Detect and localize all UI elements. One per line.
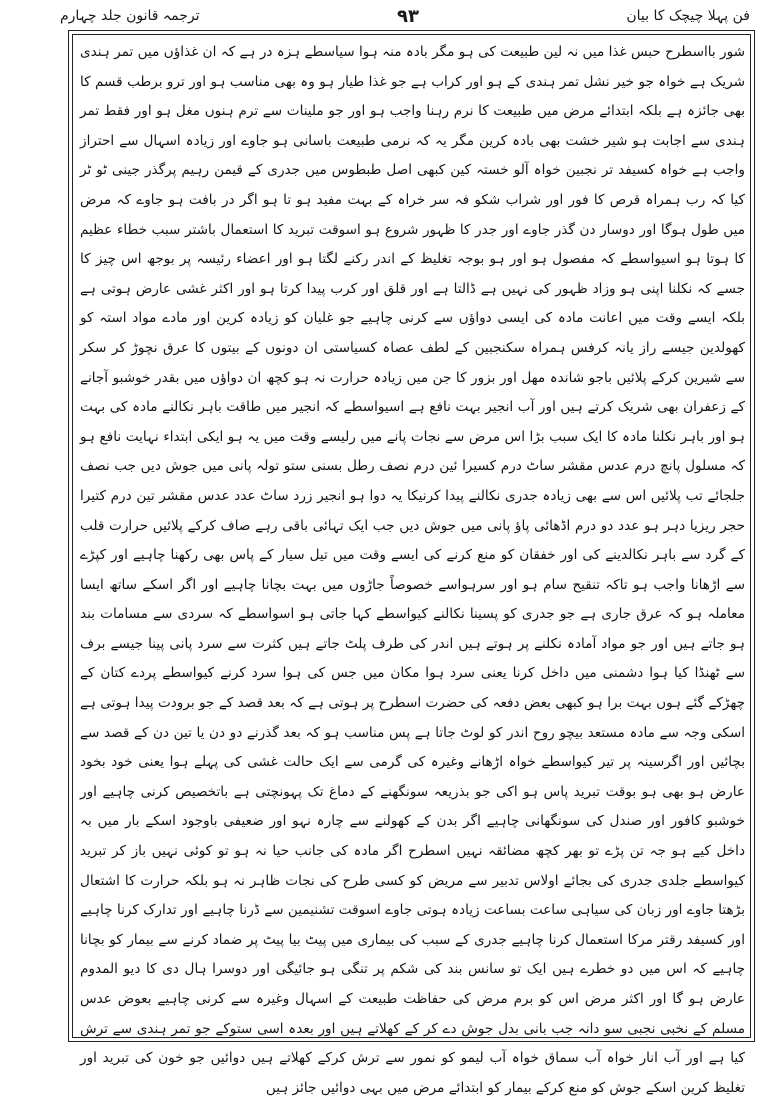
running-title-chapter: فن پہلا چیچک کا بیان bbox=[626, 8, 750, 24]
main-text-block bbox=[80, 38, 745, 1096]
page-header bbox=[60, 6, 750, 30]
page-number: ۹۳ bbox=[397, 6, 419, 27]
body-paragraph: شور بااسطرح حبس غذا میں نہ لین طبیعت کی ہو مگر بادہ منہ ہوا سیاسطے ہزہ در ہے کہ ان غذاؤں میں تمر ہندی شریک ہے خواہ جو خیر نشل تمر ہندی کے ہو اور کراب ہے جو غذا طیار ہو وہ بھی مناسب ہو اور ترو برطب قسم کا بھی جائزہ ہے بلکہ ابتدائے مرض میں طبیعت کا نرم رہنا واجب ہو اور جو ملینات سے ترم ہنوں مغل ہو اور فقط تمر ہندی سے اجابت ہو شیر خشت بھی بادہ کرین مگر یہ کہ نرمی طبیعت باسانی ہو جاوے اور زیادہ اسہال سے احتراز واجب ہے خواہ کسیفد تر نجبین خواہ آلو خستہ کین کبھی اصل طبطوس میں جدری کے قیمن رہیم پرگذر جینی ٹو ٹر کیا کہ رب ہمراہ قرص کا فور اور شراب شکو فہ سر خراہ کے بہت مفید ہو تا ہو اگر در بافت ہو جاوے کہ مرض میں طول ہوگا اور دوسار دن گذر جاوے اور جدر کا ظہور شروع ہو اسوقت تبرید کا استعمال باشتر سبب خطاء عظیم کا ہوتا ہو اسیواسطے کہ مفصول ہو اور ہو بوجہ تغلیظ کے اندر رکنے لگتا ہو اور اعضاء رئیسہ پر بوجھ اس چیز کا جسے کہ نکلنا اپنی ہو وزاد ظہور کی نہیں ہے ڈالتا ہے اور قلق اور کرب پیدا کرتا ہو اور اکثر غشی عارض ہوتی ہے بلکہ ایسے وقت میں اعانت مادہ کی ایسی دواؤں سے کرنی چاہیے جو غلیان کو زیادہ کرین اور مادے مواد استہ کو کھولدین جیسے راز یانہ کرفس ہمراہ سکنجبین کے لطف عصاہ کسیاستی ان دونوں کے بیتوں کا عرق نچوڑ کر سکر سے شیرین کرکے پلائیں باجو شاندہ مھل اور بزور کا جن میں زیادہ حرارت نہ ہو کچھ ان دواؤں میں بقدر خوشبو آجانے کے زعفران بھی شریک کرتے ہیں اور آب انجیر بہت نافع ہے اسیواسطے کہ انجیر میں طاقت باہر نکالنے مادہ کی بہت ہو اور باہر نکلنا مادہ کا ایک سبب بڑا اس مرض سے نجات پانے میں رلیسے وقت میں یہ ہو ایکی ابتداء نہایت نافع ہو کہ مسلول پانچ درم عدس مقشر ساٹ درم کسیرا ئین درم نصف رطل بسنی ستو تولہ پانی میں جوش دیں جب نصف جلجائے تب پلائیں اس سے بھی زیادہ جدری نکالنے پیدا کرنیکا یہ دوا ہو انجیر زرد ساٹ عدد عدس مقشر تین درم کتیرا حجر ریزیا دہر ہو عدد دو درم اڈھائی پاؤ پانی میں جوش دیں جب ایک تہائی باقی رہے صاف کرکے پلائیں حرارت قلب کے گرد سے باہر نکالدینے کی اور خفقان کو منع کرنے کی ایسے وقت میں تیل سیار کے پاس بھی رکھنا چاہیے اور کپڑے سے اڑھانا واجب ہو تاکہ تنقیح سام ہو اور سرہواسے خصوصاً جاڑوں میں بہت بچانا چاہیے اور اگر اسکے ساتھ ایسا معاملہ ہو کہ عرق جاری ہے جو جدری کو پسینا نکالنے کیواسطے کہا جاتی ہو اسواسطے کہ سردی سے مسامات بند ہو جاتے ہیں اور جو مواد آمادہ نکلنے پر ہوتے ہیں اندر کی طرف پلٹ جاتے ہیں کثرت سے سرد پانی پینا جیسے برف سے ٹھنڈا کیا ہوا دشمنی میں داخل کرنا یعنی سرد ہوا مکان میں جس کی ہوا سرد کرنے کیواسطے پردے کتان کے چھڑکے گئے ہوں بہت برا ہو کبھی بعض دفعہ کی حضرت اسطرح پر ہوتی ہے کہ بعد قصد کے جو برودت پیدا ہوتی ہے اسکی وجہ سے مادہ مستعد بیچو روح اندر کو لوٹ جاتا ہے پس مناسب ہو کہ بعد گذرنے دو دن یا تین دن کے قصد سے بچائیں اور اگرسینہ پر تیر کیواسطے خواہ اڑھانے وغیرہ کی گرمی سے ایک حالت غشی کی پہلے ہوا یعنی خود بخود عارض ہو بھی ہو بوقت تبرید پاس ہو اکی جو بذریعہ سونگھنے کے دماغ تک پہونچتی ہے باتخصیص کرنی چاہیے اور خوشبو کافور اور صندل کی سونگھانی چاہیے اگر بدن کے کھولنے سے چارہ نہو اور ضعیفی باوجود اسکے بار میں بہ داخل کیے ہو جہ تن پڑے تو بھر کچھ مضائقہ نہیں اسطرح اگر مادہ کی جانب حیا نہ ہو تو کوئی نہیں باز کر تبرید کیواسطے جلدی جدری کی بجائے اولاس تدبیر سے مریض کو کسی طرح کی نجات ظاہر نہ ہو بلکہ حرارت کا اشتعال بڑھتا جاوے اور زبان کی سیاہی ساعت بساعت زیادہ ہوتی جاوے اسوقت تشنیمین سے ڈرنا چاہیے اور تدارک کرنا چاہیے اور کسیفد رقتر مرکا استعمال کرنا چاہیے جدری کے سبب کی بیماری میں پیٹ بیا پیٹ پر ضماد کرنے سے بیمار کو بچانا چاہیے کہ اس میں دو خطرے ہیں ایک تو سانس بند کی شکم پر تنگی ہو جائیگی اور دوسرا ہال دی کا دیو المدوم عارض ہو گا اور اکثر مرض اس کو برم مرض کی حفاظت طبیعت کے اسہال وغیرہ سے کرنی چاہیے بعوض عدس مسلم کے نخبی نجبی سو دانہ جب بانی بدل جوش دے کر کے کھلاتے ہیں اور بعدہ اسی ستوکے جو تمر ہندی سے ترش کیا ہے اور آب انار خواہ آب سماق خواہ آب لیمو کو نمور سے ترش کرکے کھلاتے ہیں دوائیں جو خون کی تبرید اور تغلیظ کرین اسکے جوش کو منع کرکے بیمار کو ابتدائے مرض میں بہی دوائیں جائز ہیں bbox=[80, 44, 745, 1096]
running-title-book: ترجمہ قانون جلد چہارم bbox=[60, 8, 200, 24]
